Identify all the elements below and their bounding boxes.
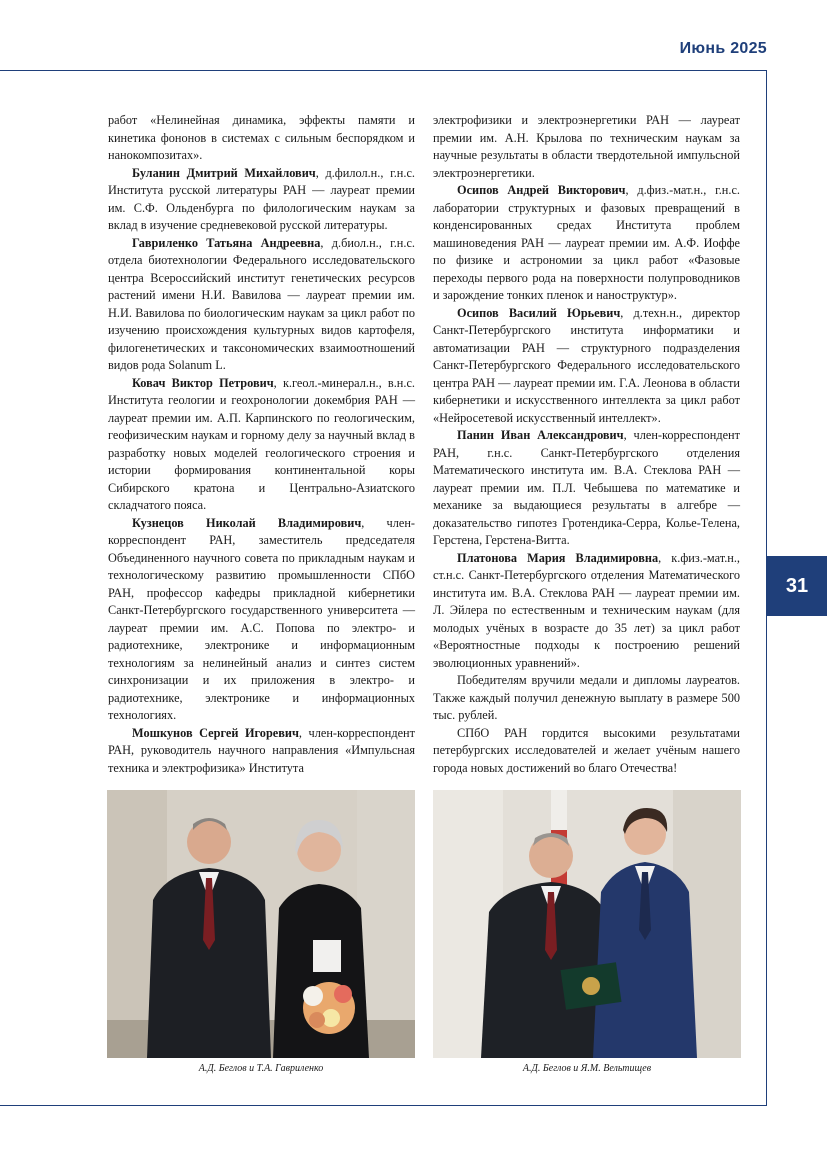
footer-rule (0, 1105, 767, 1106)
paragraph: Осипов Андрей Викторович, д.физ.-мат.н., г.н.с. лаборатории структурных и фазовых превращений в конденсированных средах Института проблем машиноведения РАН — лауреат премии им. А.Ф. Иоффе по физике и астрономии за цикл работ «Фазовые переходы первого рода на поверхности полупроводников и зарождение тонких пленок и наноструктур». (433, 183, 740, 302)
photo-caption: А.Д. Беглов и Т.А. Гавриленко (198, 1063, 324, 1074)
award-photo-2 (433, 790, 741, 1058)
paragraph: Панин Иван Александрович, член-корреспондент РАН, г.н.с. Санкт-Петербургского отделения Математического института им. В.А. Стеклова РАН — лауреат премии им. П.Л. Чебышева по математике и механике за выдающиеся результаты в алгебре — доказательство гипотез Гротендика-Серра, Колье-Телена, Герстена, Герстена-Витта. (433, 428, 740, 547)
issue-date: Июнь 2025 (679, 40, 767, 57)
paragraph: работ «Нелинейная динамика, эффекты памяти и кинетика фононов в системах с сильным беспорядком и нанокомпозитах». (108, 113, 415, 162)
paragraph: Гавриленко Татьяна Андреевна, д.биол.н., г.н.с. отдела биотехнологии Федерального исследовательского центра Всероссийский институт генетических ресурсов растений имени Н.И. Вавилова — лауреат премии им. Н.И. Вавилова по биологическим наукам за цикл работ по изучению происхождения культурных видов картофеля, филогенетических и таксономических взаимоотношений видов рода Solanum L. (108, 235, 415, 372)
left-column (108, 112, 415, 777)
paragraph: Кузнецов Николай Владимирович, член-корреспондент РАН, заместитель председателя Объединенного научного совета по прикладным наукам и технологическому развитию промышленности СПбО РАН, профессор кафедры прикладной кибернетики Санкт-Петербургского государственного университета — лауреат премии им. А.С. Попова по электро- и радиотехнике, электронике и информационным технологиям за нелинейный анализ и синтез систем синхронизации и их приложения в электро- и радиотехнике, электронике и информационных технологиях. (108, 515, 415, 722)
right-column (433, 112, 740, 777)
paragraph: Платонова Мария Владимировна, к.физ.-мат.н., ст.н.с. Санкт-Петербургского отделения Математического института им. В.А. Стеклова РАН — лауреат премии им. Л. Эйлера по естественным и техническим наукам (для молодых учёных в возрасте до 35 лет) за цикл работ «Вероятностные подходы к построению решений эволюционных уравнений». (433, 550, 740, 670)
paragraph: Ковач Виктор Петрович, к.геол.-минерал.н., в.н.с. Института геологии и геохронологии докембрия РАН — лауреат премии им. А.П. Карпинского по геологическим, геофизическим наукам и горному делу за научный вклад в разработку новых моделей геологического строения и истории формирования континентальной коры Сибирского кратона и Центрально-Азиатского складчатого пояса. (108, 375, 415, 512)
photo-illustration (107, 790, 415, 1058)
paragraph: СПбО РАН гордится высокими результатами петербургских исследователей и желает учёным нашего города новых достижений во благо Отечества! (433, 725, 740, 775)
header-rule (0, 70, 766, 71)
paragraph: Победителям вручили медали и дипломы лауреатов. Также каждый получил денежную выплату в размере 500 тыс. рублей. (433, 673, 740, 722)
paragraph: Осипов Василий Юрьевич, д.техн.н., директор Санкт-Петербургского института информатики и автоматизации РАН — структурного подразделения Санкт-Петербургского Федерального исследовательского центра РАН — лауреат премии им. Г.А. Леонова в области кибернетики и искусственного интеллекта за цикл работ «Нейросетевой искусственный интеллект». (433, 305, 740, 425)
paragraph: Буланин Дмитрий Михайлович, д.филол.н., г.н.с. Института русской литературы РАН — лауреат премии им. С.Ф. Ольденбурга по филологическим наукам за вклад в изучение средневековой русской литературы. (108, 165, 415, 232)
laureate-name: Ковач Виктор Петрович (132, 375, 274, 390)
laureate-name: Кузнецов Николай Владимирович (132, 515, 362, 530)
laureate-name: Осипов Василий Юрьевич (457, 305, 621, 320)
photo-caption: А.Д. Беглов и Я.М. Вельтищев (522, 1063, 652, 1074)
paragraph: Мошкунов Сергей Игоревич, член-корреспондент РАН, руководитель научного направления «Импульсная техника и электрофизика» Института (108, 725, 415, 775)
laureate-name: Осипов Андрей Викторович (457, 183, 626, 197)
laureate-name: Мошкунов Сергей Игоревич (132, 725, 299, 740)
paragraph: электрофизики и электроэнергетики РАН — лауреат премии им. А.Н. Крылова по техническим наукам за научные результаты в области твердотельной импульсной электроэнергетики. (433, 113, 740, 180)
laureate-name: Платонова Мария Владимировна (457, 550, 659, 565)
laureate-name: Гавриленко Татьяна Андреевна (132, 235, 321, 250)
laureate-name: Буланин Дмитрий Михайлович (132, 165, 316, 180)
photo-illustration (433, 790, 741, 1058)
award-photo-1 (107, 790, 415, 1058)
page-number: 31 (767, 556, 827, 616)
laureate-name: Панин Иван Александрович (457, 428, 624, 442)
